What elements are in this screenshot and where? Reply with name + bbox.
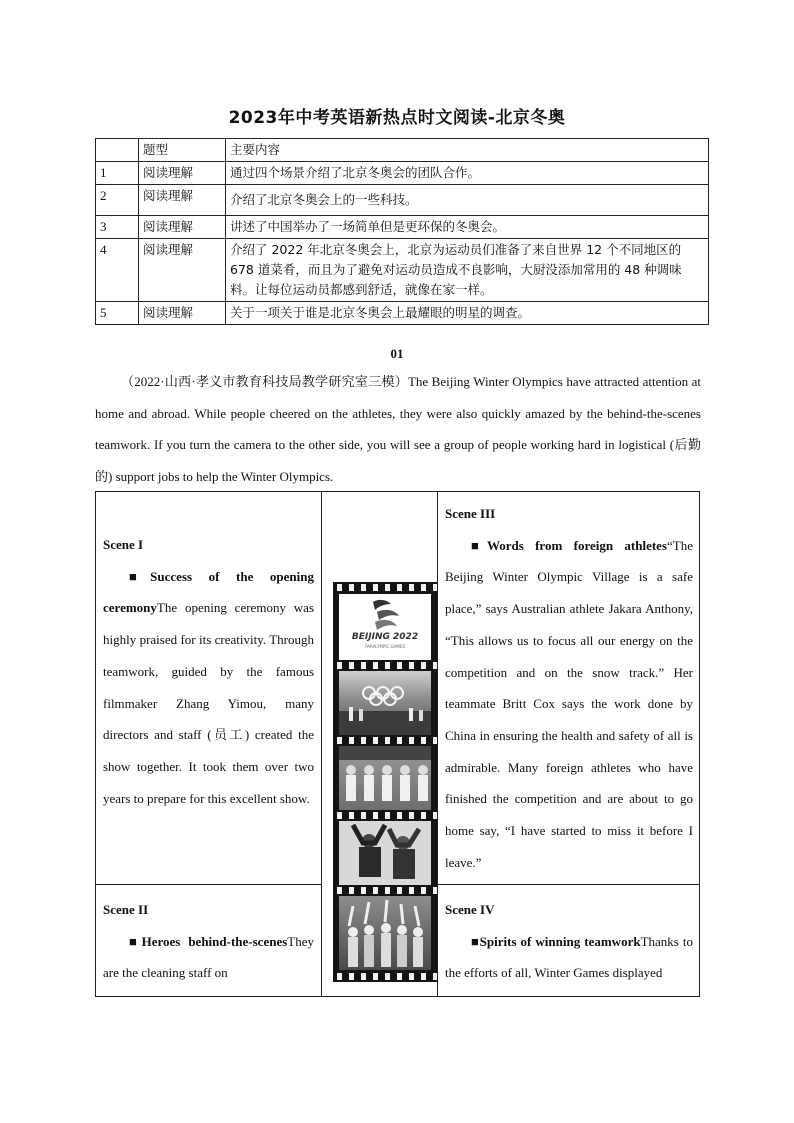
scene-1-cell	[103, 529, 314, 879]
row-type: 阅读理解	[139, 239, 226, 302]
scene-3-subtitle: Words from foreign athletes	[486, 537, 668, 553]
scene-2-text: They are the cleaning staff on	[103, 933, 314, 981]
table-header-row	[96, 139, 709, 162]
bullet-icon: ■	[471, 537, 487, 553]
scene-2-subtitle: Heroes behind-the-scenes	[141, 933, 288, 949]
table-row	[96, 302, 709, 325]
table-row	[96, 162, 709, 185]
crowd-photo	[339, 896, 431, 970]
column-divider	[437, 492, 438, 996]
row-number: 1	[96, 162, 139, 185]
row-number: 5	[96, 302, 139, 325]
section-number: 01	[390, 346, 404, 361]
frame-athletes	[339, 746, 431, 810]
row-type: 阅读理解	[139, 302, 226, 325]
frame-celebration	[339, 821, 431, 885]
scene-1-heading: Scene I	[103, 537, 144, 552]
header-cell: 主要内容	[226, 139, 709, 162]
emblem-logo-subtext: PARALYMPIC GAMES	[365, 644, 405, 649]
scene-4-text: Thanks to the efforts of all, Winter Games displayed	[445, 933, 693, 981]
winter-games-emblem	[339, 594, 431, 660]
scene-2-cell	[103, 894, 314, 994]
header-cell	[96, 139, 139, 162]
scene-4-heading: Scene IV	[445, 902, 495, 917]
scene-4-subtitle: Spirits of winning teamwork	[479, 933, 641, 949]
sprocket-holes	[333, 973, 437, 980]
bullet-icon: ■	[129, 568, 151, 584]
frame-emblem	[339, 594, 431, 660]
row-number: 2	[96, 185, 139, 216]
row-type: 阅读理解	[139, 162, 226, 185]
scenes-table	[95, 491, 700, 997]
bullet-icon: ■	[129, 933, 142, 949]
scene-1-subtitle: Success of the opening ceremony	[103, 568, 314, 616]
row-content: 介绍了 2022 年北京冬奥会上，北京为运动员们准备了来自世界 12 个不同地区的 678 道菜肴，而且为了避免对运动员造成不良影响，大厨没添加常用的 48 种调味料。让每位运动员都感到舒适，就像在家一样。	[226, 239, 709, 302]
scene-3-text: “The Beijing Winter Olympic Village is a safe place,” says Australian athlete Jakara Anthony, “This allows us to focus all our energy on the competition and on the snow track.” Her teammate Britt Cox says the work done by China in ensuring the health and safety of all is admirable. Many foreign athletes who have finished the competition and are about to go home say, “I have started to miss it before I leave.”	[445, 537, 693, 870]
sprocket-holes	[333, 662, 437, 669]
scene-3-heading: Scene III	[445, 506, 496, 521]
scene-4-cell	[445, 894, 693, 994]
frame-crowd	[339, 896, 431, 970]
emblem-logo-text: BEIJING 2022	[351, 632, 419, 642]
bullet-icon: ■	[471, 933, 480, 949]
row-number: 3	[96, 216, 139, 239]
column-divider	[321, 492, 322, 996]
row-number: 4	[96, 239, 139, 302]
row-divider	[437, 884, 700, 885]
scene-2-heading: Scene II	[103, 902, 149, 917]
sprocket-holes	[333, 887, 437, 894]
sprocket-holes	[333, 737, 437, 744]
summary-table	[95, 138, 709, 325]
row-divider	[96, 884, 322, 885]
olympic-rings-photo	[339, 671, 431, 735]
athletes-photo	[339, 746, 431, 810]
row-content: 讲述了中国举办了一场简单但是更环保的冬奥会。	[226, 216, 709, 239]
sprocket-holes	[333, 584, 437, 591]
row-content: 通过四个场景介绍了北京冬奥会的团队合作。	[226, 162, 709, 185]
olympic-filmstrip	[333, 582, 437, 982]
page-title: 2023年中考英语新热点时文阅读-北京冬奥	[228, 108, 566, 128]
row-content: 介绍了北京冬奥会上的一些科技。	[226, 185, 709, 216]
sprocket-holes	[333, 812, 437, 819]
scene-1-text: The opening ceremony was highly praised for its creativity. Through teamwork, guided by the famous filmmaker Zhang Yimou, many directors and staff (员工) created the show together. It took them over two years to prepare for this excellent show.	[103, 600, 314, 806]
table-row	[96, 216, 709, 239]
row-type: 阅读理解	[139, 216, 226, 239]
celebration-photo	[339, 821, 431, 885]
frame-olympic-rings	[339, 671, 431, 735]
row-type: 阅读理解	[139, 185, 226, 216]
scene-3-cell	[445, 498, 693, 882]
header-cell: 题型	[139, 139, 226, 162]
table-row	[96, 239, 709, 302]
intro-paragraph: （2022·山西·孝义市教育科技局教学研究室三模）The Beijing Winter Olympics have attracted attention at home and abroad. While people cheered on the athletes, they were also quickly amazed by the behind-the-scenes teamwork. If you turn the camera to the other side, you will see a group of people working hard in logistical (后勤的) support jobs to help the Winter Olympics.	[95, 374, 701, 485]
row-content: 关于一项关于谁是北京冬奥会上最耀眼的明星的调查。	[226, 302, 709, 325]
table-row	[96, 185, 709, 216]
